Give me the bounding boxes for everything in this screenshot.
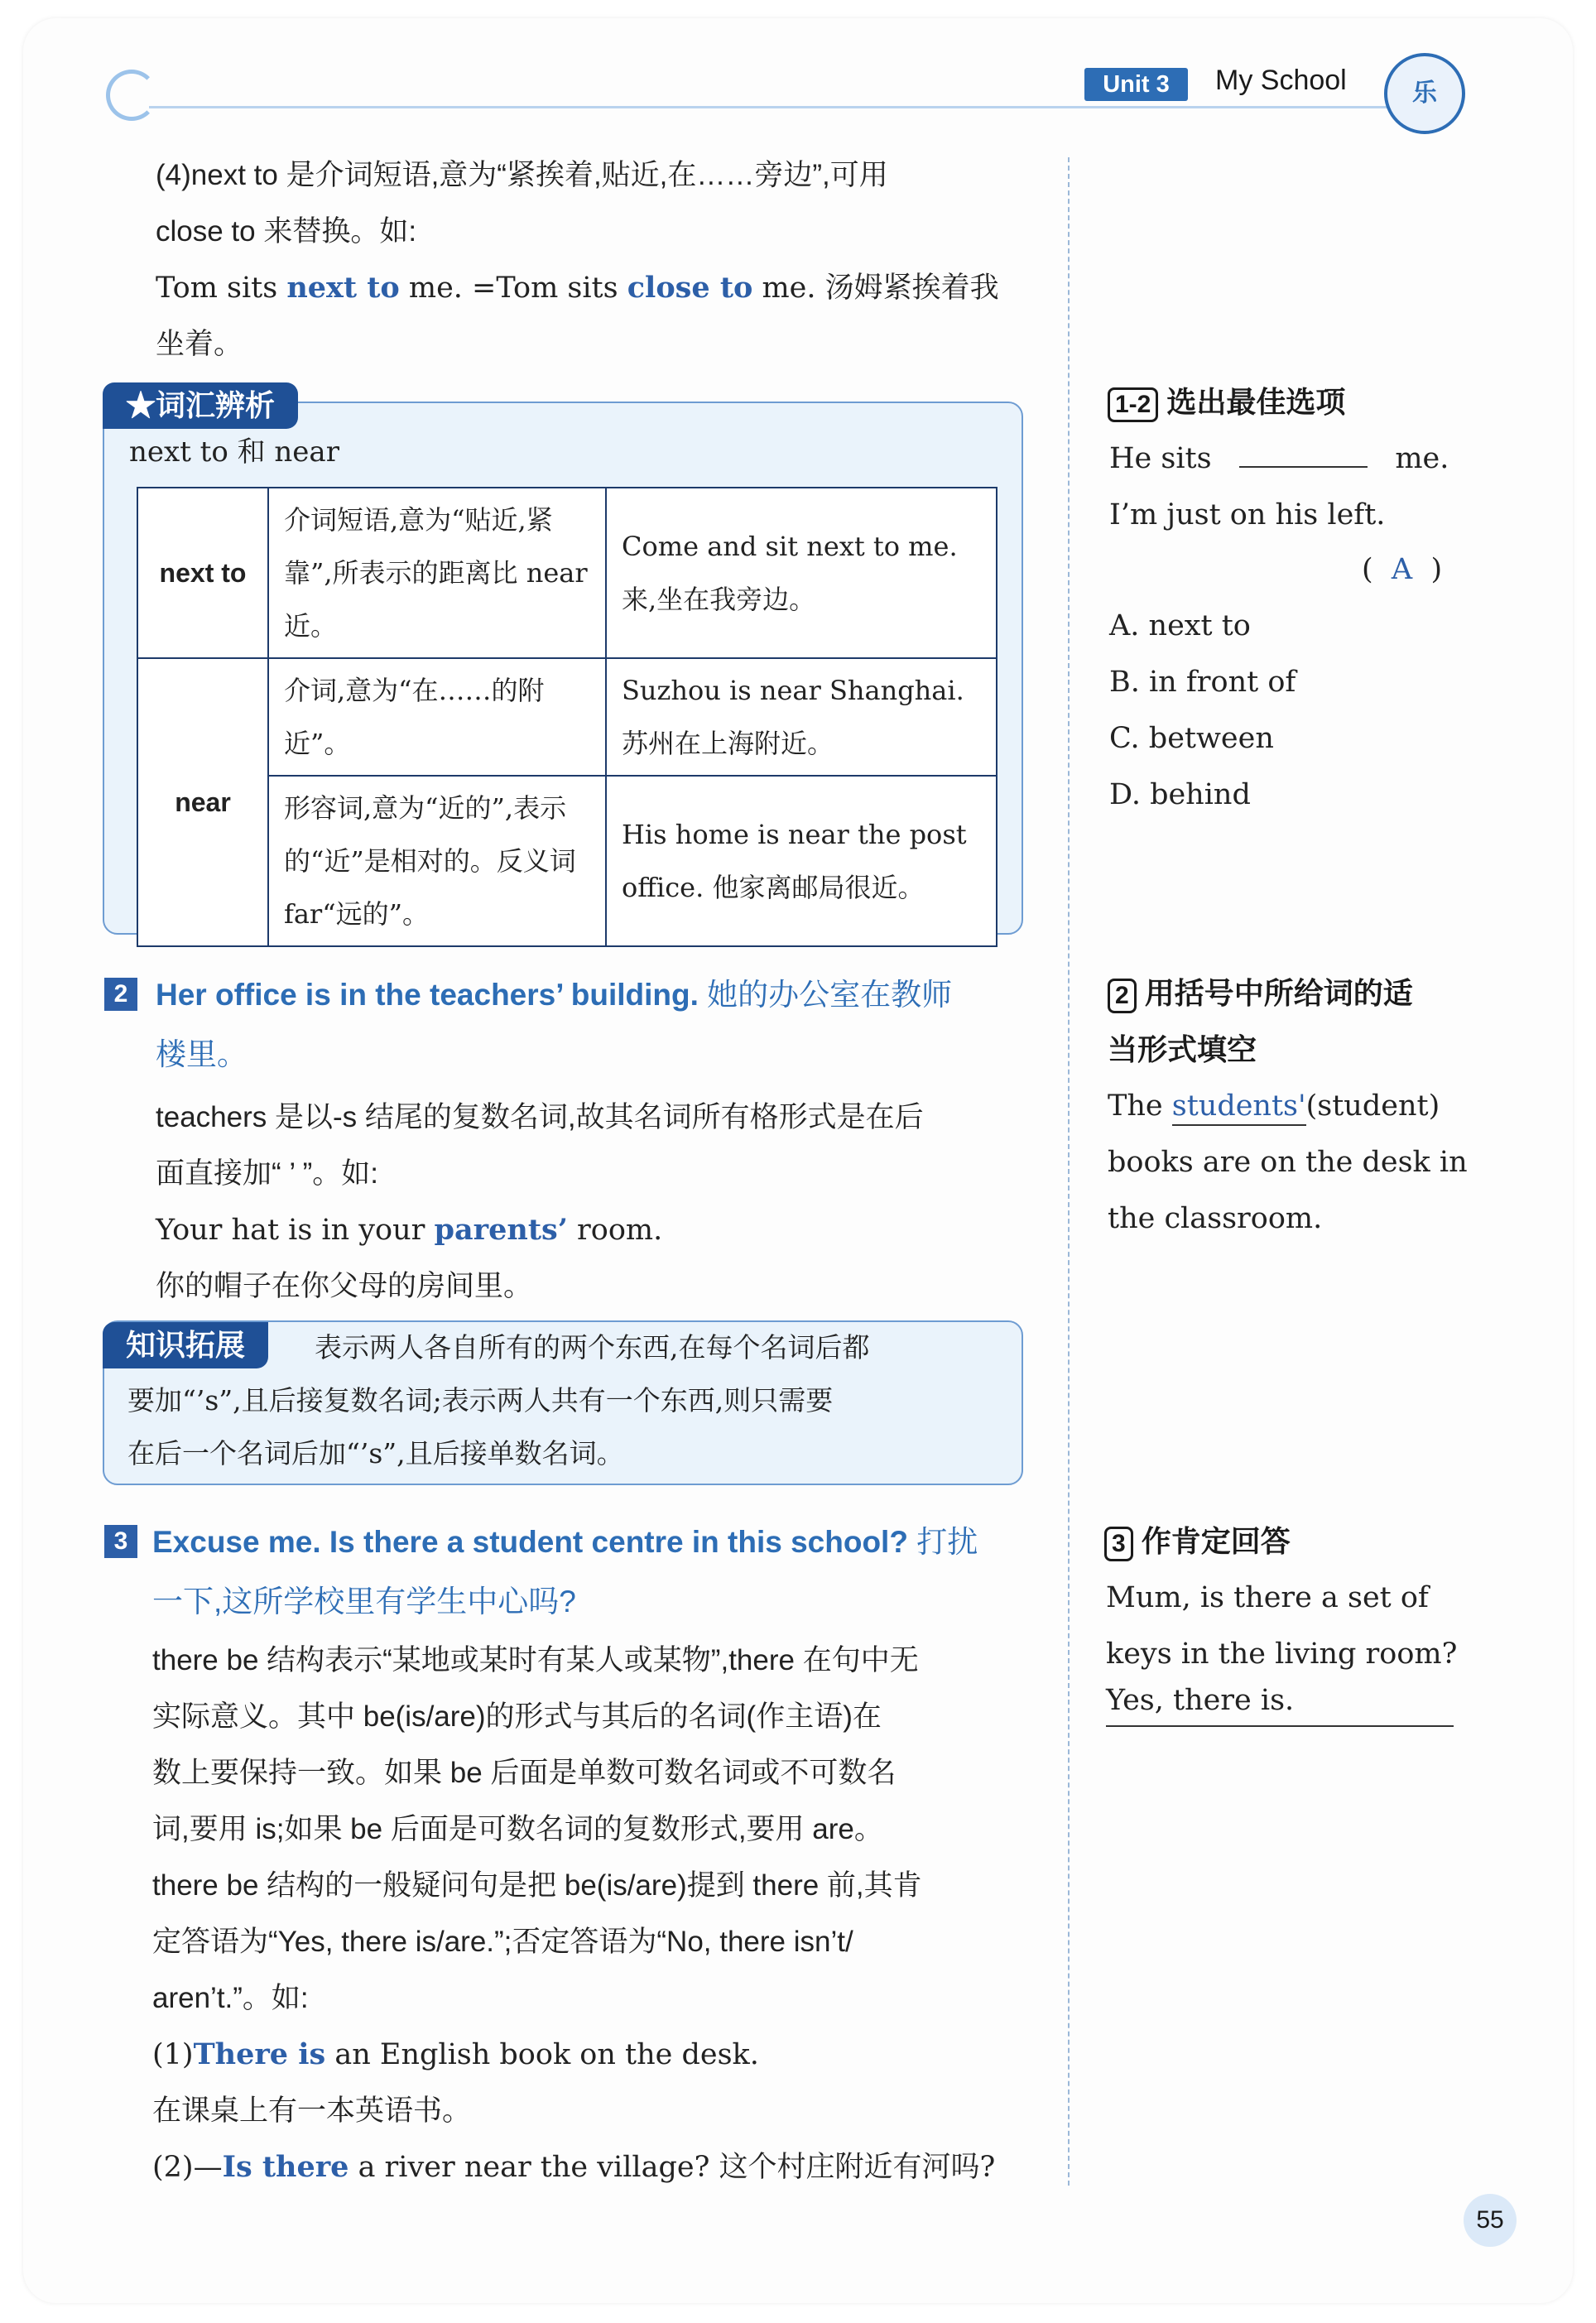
section-3-example-1-cn: 在课桌上有一本英语书。	[152, 2095, 472, 2128]
section-3-line: 实际意义。其中 be(is/are)的形式与其后的名词(作主语)在	[152, 1700, 882, 1733]
option-c[interactable]: C. between	[1109, 722, 1274, 755]
exercise-1-2-line-2: I’m just on his left.	[1109, 498, 1386, 531]
section-3-heading-en: Excuse me. Is there a student centre in this school?	[152, 1525, 908, 1559]
option-b[interactable]: B. in front of	[1109, 666, 1296, 699]
section-3-line: aren’t.”。如:	[152, 1982, 309, 2014]
section-2-heading-en: Her office is in the teachers’ building.	[156, 978, 699, 1012]
vocab-table	[137, 487, 997, 947]
table-cell-example: Suzhou is near Shanghai. 苏州在上海附近。	[606, 658, 997, 776]
table-cell-word: next to	[137, 488, 268, 658]
section-3-heading-cont: 一下,这所学校里有学生中心吗?	[152, 1585, 576, 1618]
section-3-heading	[152, 1513, 978, 1572]
exercise-title-text: 选出最佳选项	[1166, 385, 1346, 419]
example-1-text-a: Tom sits	[156, 272, 287, 305]
table-cell-example: Come and sit next to me. 来,坐在我旁边。	[606, 488, 997, 658]
example-number: (2)—	[152, 2151, 223, 2184]
answer-blank[interactable]: Yes, there is.	[1106, 1676, 1454, 1727]
table-cell-word: near	[137, 658, 268, 946]
intro-line-1: (4)next to 是介词短语,意为“紧挨着,贴近,在……旁边”,可用	[156, 159, 888, 191]
question-text: me.	[1395, 442, 1449, 475]
table-cell-meaning: 介词,意为“在……的附近”。	[268, 658, 606, 776]
section-2-example-b: room.	[567, 1214, 663, 1247]
publisher-logo: 乐	[1384, 53, 1465, 134]
table-cell-example: His home is near the post office. 他家离邮局很近。	[606, 776, 997, 946]
question-text: He sits	[1109, 442, 1212, 475]
keyword-is-there: Is there	[222, 2150, 349, 2184]
section-number: 3	[104, 1525, 137, 1558]
exercise-number-box: 3	[1104, 1527, 1133, 1561]
section-3-line: 定答语为“Yes, there is/are.”;否定答语为“No, there isn’t/	[152, 1926, 853, 1958]
table-row	[137, 488, 997, 658]
section-number: 2	[104, 978, 137, 1011]
section-2-heading-cont: 楼里。	[156, 1037, 248, 1071]
section-3-line: there be 结构表示“某地或某时有某人或某物”,there 在句中无	[152, 1644, 919, 1676]
example-1-text-c: me. 汤姆紧挨着我	[752, 272, 999, 305]
example-1-cont: 坐着。	[156, 328, 243, 361]
section-3-line: there be 结构的一般疑问句是把 be(is/are)提到 there 前,其肯	[152, 1869, 922, 1902]
exercise-2-line-2: books are on the desk in	[1108, 1146, 1468, 1179]
section-3-heading-cn: 打扰	[916, 1525, 978, 1559]
exercise-number-box: 2	[1108, 979, 1137, 1013]
knowledge-extension-tag: 知识拓展	[103, 1322, 268, 1368]
unit-title: My School	[1215, 65, 1347, 96]
answer-blank[interactable]	[1239, 435, 1368, 468]
exercise-1-2-title	[1108, 374, 1345, 430]
option-d[interactable]: D. behind	[1109, 778, 1251, 811]
section-2-heading	[156, 965, 952, 1025]
column-divider	[1068, 157, 1070, 2186]
exercise-3-line-1: Mum, is there a set of	[1106, 1581, 1429, 1614]
table-cell-meaning: 介词短语,意为“贴近,紧靠”,所表示的距离比 near 近。	[268, 488, 606, 658]
intro-line-2: close to 来替换。如:	[156, 215, 417, 248]
example-1	[156, 260, 999, 316]
exercise-3-title	[1104, 1513, 1291, 1570]
exercise-2-title-cont: 当形式填空	[1108, 1032, 1257, 1066]
exercise-2-line-1	[1108, 1078, 1440, 1134]
extension-line-3: 在后一个名词后加“’s”,且后接单数名词。	[127, 1437, 624, 1469]
swirl-icon	[106, 70, 157, 121]
extension-line-2: 要加“’s”,且后接复数名词;表示两人共有一个东西,则只需要	[127, 1384, 834, 1416]
exercise-1-2-line-1	[1109, 430, 1449, 487]
header-rule	[149, 106, 1391, 108]
table-cell-meaning: 形容词,意为“近的”,表示的“近”是相对的。反义词 far“远的”。	[268, 776, 606, 946]
exercise-2-line-3: the classroom.	[1108, 1202, 1323, 1235]
keyword-there-is: There is	[193, 2037, 326, 2071]
page-number: 55	[1464, 2194, 1517, 2247]
word-hint: (student)	[1305, 1089, 1440, 1123]
keyword-next-to: next to	[286, 271, 400, 305]
section-2-line-2: 面直接加“ ’ ”。如:	[156, 1157, 378, 1190]
example-text: an English book on the desk.	[325, 2038, 759, 2071]
answer-choice: A	[1391, 553, 1413, 586]
example-number: (1)	[152, 2038, 194, 2071]
exercise-title-text: 作肯定回答	[1141, 1524, 1291, 1558]
answer-bracket: ( A )	[1362, 553, 1443, 586]
section-3-line: 词,要用 is;如果 be 后面是可数名词的复数形式,要用 are。	[152, 1813, 883, 1845]
section-2-example-cn: 你的帽子在你父母的房间里。	[156, 1270, 533, 1303]
option-a[interactable]: A. next to	[1109, 609, 1251, 642]
section-2-line-1: teachers 是以-s 结尾的复数名词,故其名词所有格形式是在后	[156, 1101, 924, 1133]
exercise-3-line-2: keys in the living room?	[1106, 1638, 1458, 1671]
section-2-heading-cn: 她的办公室在教师	[707, 978, 953, 1012]
example-1-text-b: me. =Tom sits	[399, 272, 627, 305]
unit-badge: Unit 3	[1084, 68, 1188, 101]
keyword-parents: parents’	[434, 1213, 568, 1247]
section-3-line: 数上要保持一致。如果 be 后面是单数可数名词或不可数名	[152, 1757, 897, 1789]
section-2-example	[156, 1202, 662, 1258]
question-text: The	[1108, 1089, 1163, 1123]
vocab-analysis-tag: ★词汇辨析	[103, 382, 298, 429]
section-2-example-a: Your hat is in your	[156, 1214, 435, 1247]
example-text: a river near the village? 这个村庄附近有河吗?	[349, 2151, 996, 2184]
exercise-number-box: 1-2	[1108, 387, 1158, 422]
table-row	[137, 658, 997, 776]
exercise-title-text: 用括号中所给词的适	[1144, 976, 1413, 1010]
extension-line-1: 表示两人各自所有的两个东西,在每个名词后都	[315, 1331, 870, 1364]
section-3-example-1	[152, 2027, 759, 2083]
exercise-2-title	[1108, 965, 1413, 1022]
answer-blank[interactable]: students'	[1172, 1088, 1306, 1126]
vocab-subtitle: next to 和 near	[129, 435, 339, 469]
section-3-example-2	[152, 2139, 995, 2196]
keyword-close-to: close to	[627, 271, 753, 305]
